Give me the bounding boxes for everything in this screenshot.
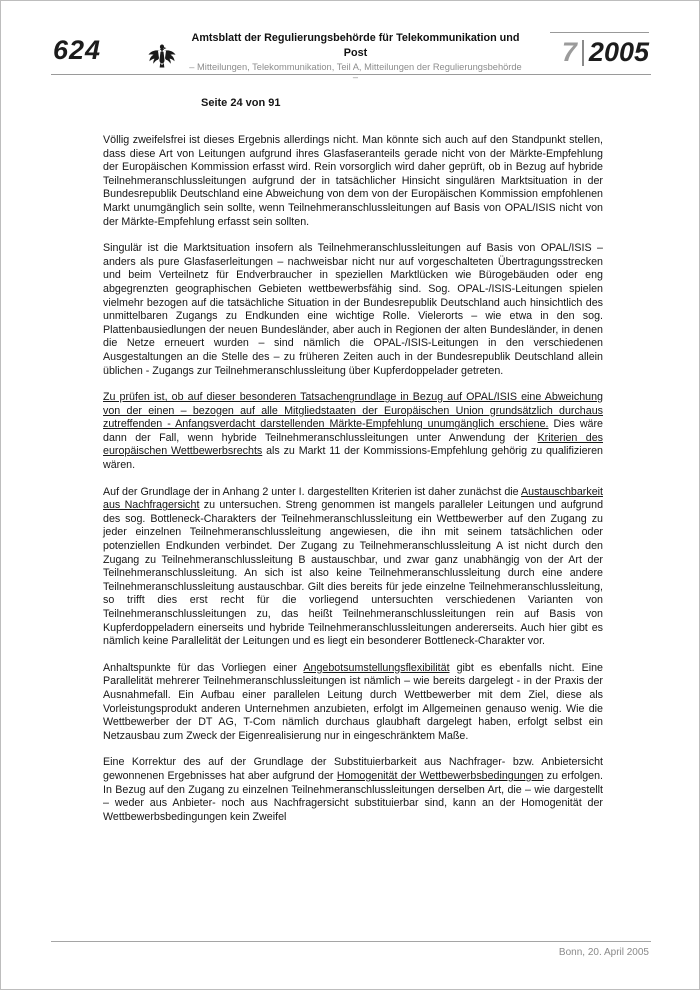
issue-separator xyxy=(582,40,584,66)
underlined-text-segment: Homogenität der Wettbewerbsbedingungen xyxy=(336,769,544,782)
masthead xyxy=(147,31,525,82)
footer-rule xyxy=(51,941,651,942)
gazette-subtitle: – Mitteilungen, Telekommunikation, Teil A, Mitteilungen der Regulierungsbehörde – xyxy=(189,62,522,83)
underlined-text-segment: Zu prüfen ist, ob auf dieser besonderen Tatsachengrundlage in Bezug auf OPAL/ISIS eine Abweichung von der einen – bezogen auf alle Mitgliedstaaten der Europäischen Union grundsätzlich durchaus zutreffenden - Anfangsverdacht darstellenden Märkte-Empfehlung unumgänglich erschiene. xyxy=(103,391,603,431)
text-segment: als zu Markt 11 der Kommissions-Empfehlung gehörig zu qualifizieren wären. xyxy=(103,445,603,472)
paragraph xyxy=(103,134,603,229)
paragraph xyxy=(103,486,603,649)
document-body xyxy=(103,134,603,824)
masthead-text xyxy=(186,31,525,82)
issue-month: 7 xyxy=(561,37,577,67)
underlined-text-segment: Austauschbarkeit aus Nachfragersicht xyxy=(103,485,603,512)
text-segment: Eine Korrektur des auf der Grundlage der Substituierbarkeit aus Nachfrager- bzw. Anbietersicht gewonnenen Ergebnisses hat aber aufgrund der xyxy=(103,756,603,782)
text-segment: zu erfolgen. In Bezug auf den Zugang zu einzelnen Teilnehmeranschlussleitungen derselben Art, die – wie dargestellt – weder aus Anbieter- noch aus Nachfragersicht substituierbar sind, kann an der Homogenität der Wettbewerbsbedingungen kein Zweifel xyxy=(103,769,603,823)
text-segment: Völlig zweifelsfrei ist dieses Ergebnis allerdings nicht. Man könnte sich auch auf den Standpunkt stellen, dass diese Art von Leitungen aufgrund ihres Glasfaseranteils gerade nicht von der Märkte-Empfehlung der Europäischen Kommission erfasst wird. Rein vorsorglich wird daher geprüft, ob in Bezug auf hybride Teilnehmeranschlussleitungen aufgrund der in tatsächlicher Hinsicht singulären Marktsituation in der Bundesrepublik Deutschland eine Abweichung von dem von der Europäischen Kommission empfohlenen Markt unumgänglich sein sollte, wenn Teilnehmeranschlussleitungen auf Basis von OPAL/ISIS nicht von der Märkte-Empfehlung erfasst sein sollten. xyxy=(103,134,603,228)
text-segment: Dies wäre dann der Fall, wenn hybride Teilnehmeranschlussleitungen unter Anwendung der xyxy=(103,418,603,444)
text-segment: Auf der Grundlage der in Anhang 2 unter I. dargestellten Kriterien ist daher zunächst die xyxy=(103,485,522,498)
paragraph xyxy=(103,756,603,824)
text-segment: Singulär ist die Marktsituation insofern als Teilnehmeranschlussleitungen auf Basis von OPAL/ISIS – anders als pure Glasfaserleitungen – nachweisbar nicht nur auf vorgeschalteten Übertragungsstrecken und beim Verteilnetz für Endverbraucher in speziellen Marktlücken wie Bürogebäuden oder eng abgegrenzten geographischen Gebieten wettbewerbsfähig sind. Sog. OPAL-/ISIS-Leitungen spielen vielmehr bezogen auf die tatsächliche Situation in der Bundesrepublik Deutschland auch hinsichtlich des unmittelbaren Zugangs zu Endkunden eine wichtige Rolle. Vielerorts – wie etwa in den sog. Plattenbausiedlungen der neuen Bundesländer, aber auch in Regionen der alten Bundesländer, in denen die Netze erneuert wurden – sind nämlich die OPAL-/ISIS-Leitungen in den verschiedenen Ausgestaltungen an die Stelle des – zu früheren Zeiten auch in der Bundesrepublik Deutschland allein üblichen - Zugangs zur Teilnehmeranschlussleitung über Kupferdoppelader getreten. xyxy=(103,242,603,377)
page-indicator: Seite 24 von 91 xyxy=(201,97,281,109)
gazette-title: Amtsblatt der Regulierungsbehörde für Telekommunikation und Post xyxy=(191,32,520,59)
text-segment: gibt es ebenfalls nicht. Eine Parallelität mehrerer Teilnehmeranschlussleitungen ist nämlich – wie bereits dargelegt - in der Praxis der Ausnahmefall. Ein Aufbau einer parallelen Leitung durch Wettbewerber mit dem Ziel, diese als Vorleistungsprodukt anderen Unternehmen anzubieten, erfolgt im Allgemeinen genauso wenig. Wie die Wettbewerber der DT AG, T-Com nämlich durchaus glaubhaft dargelegt haben, erfolgt selbst ein Netzausbau zum Zweck der Eigenrealisierung nur in eingeschränktem Maße. xyxy=(103,661,603,742)
text-segment: Anhaltspunkte für das Vorliegen einer xyxy=(103,661,304,674)
issue-year: 2005 xyxy=(588,37,649,67)
paragraph xyxy=(103,391,603,473)
text-segment: zu untersuchen. Streng genommen ist mangels paralleler Leitungen und aufgrund des sog. Bottleneck-Charakters der Teilnehmeranschlussleitung ein Wettbewerber auf den Zugang zu jeder einzelnen Teilnehmeranschlussleitung angewiesen, die ihn mit seinem tatsächlichen oder potenziellen Endkunden verbindet. Der Zugang zu Teilnehmeranschlussleitung A ist nicht durch den Zugang zu Teilnehmeranschlussleitung B austauschbar, und zwar ganz unabhängig von der Art der Teilnehmeranschlussleitung. An sich ist also keine Teilnehmeranschlussleitung durch eine andere Teilnehmeranschlussleitung austauschbar. Gilt dies bereits für jede einzelne Teilnehmeranschlussleitung, so trifft dies erst recht für die vorliegend untersuchten verschiedenen Varianten von Teilnehmeranschlussleitungen zu, das heißt Teilnehmeranschlussleitungen rein auf Basis von Kupferdoppeladern einerseits und hybride Teilnehmeranschlussleitungen andererseits. Auch hier gibt es nämlich keine Parallelität der Leitungen und es liegt ein besonderer Bottleneck-Charakter vor. xyxy=(103,499,604,648)
issue-block xyxy=(550,32,649,68)
paragraph xyxy=(103,662,603,744)
underlined-text-segment: Kriterien des europäischen Wettbewerbsrechts xyxy=(103,431,603,458)
paragraph xyxy=(103,242,603,378)
page-number: 624 xyxy=(53,35,102,65)
footer-date: Bonn, 20. April 2005 xyxy=(558,947,649,958)
underlined-text-segment: Angebotsumstellungsflexibilität xyxy=(303,661,450,674)
federal-eagle-icon xyxy=(147,42,177,72)
